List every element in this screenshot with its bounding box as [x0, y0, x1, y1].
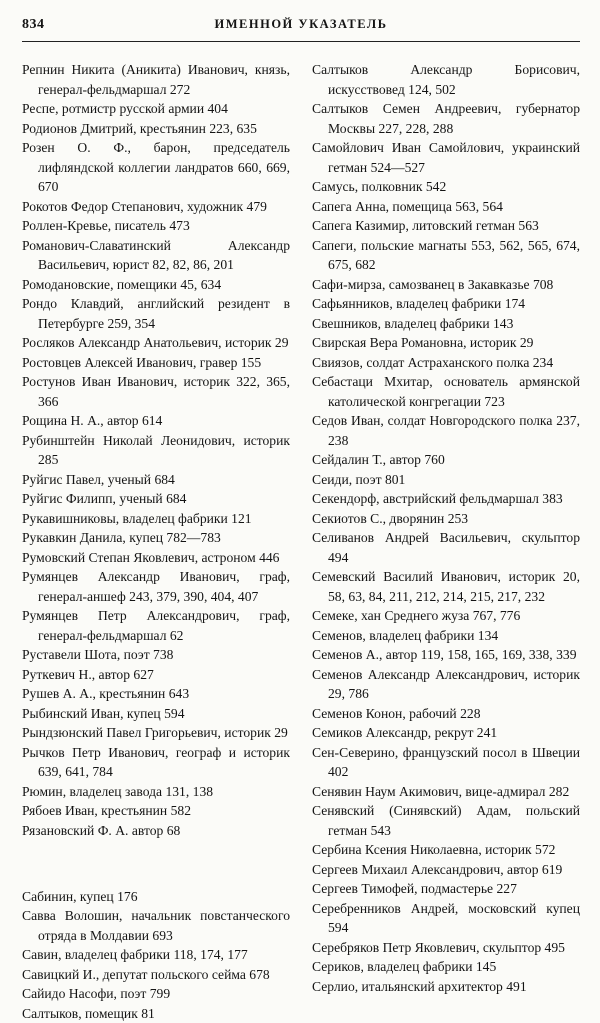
- index-entry: Серлио, итальянский архитектор 491: [312, 978, 527, 994]
- index-entry: Руйгис Филипп, ученый 684: [22, 491, 187, 506]
- index-entry: Румовский Степан Яковлевич, астроном 446: [22, 549, 280, 565]
- index-entry: Руткевич Н., автор 627: [22, 666, 154, 682]
- index-entry: Семиков Александр, рекрут 241: [312, 725, 498, 740]
- index-entry: Серебренников Андрей, московский купец 594: [312, 900, 580, 935]
- index-entry: Салтыков, помещик 81: [22, 1005, 155, 1021]
- index-entry: Рычков Петр Иванович, географ и историк 639, 641, 784: [22, 744, 290, 779]
- index-entry: Свирская Вера Романовна, историк 29: [312, 335, 534, 350]
- index-entry: Рябоев Иван, крестьянин 582: [22, 803, 191, 818]
- index-entry: Рушев А. А., крестьянин 643: [22, 686, 190, 701]
- index-entry: Рюмин, владелец завода 131, 138: [22, 783, 214, 799]
- index-entry: Сапега Анна, помещица 563, 564: [312, 198, 503, 214]
- index-entry: Сербина Ксения Николаевна, историк 572: [312, 842, 556, 857]
- index-entry: Сейдалин Т., автор 760: [312, 452, 445, 467]
- page-title: ИМЕННОЙ УКАЗАТЕЛЬ: [214, 17, 388, 31]
- index-entry: Секиотов С., дворянин 253: [312, 510, 469, 526]
- index-entry: Рондо Клавдий, английский резидент в Петербурге 259, 354: [22, 296, 290, 331]
- index-entry: Савин, владелец фабрики 118, 174, 177: [22, 947, 248, 963]
- index-entry: Салтыков Александр Борисович, искусствовед 124, 502: [312, 62, 580, 97]
- index-entry: Росляков Александр Анатольевич, историк 29: [22, 335, 289, 350]
- index-entry: Секендорф, австрийский фельдмаршал 383: [312, 491, 563, 506]
- index-entry: Романович-Славатинский Александр Васильевич, юрист 82, 82, 86, 201: [22, 237, 290, 272]
- index-entry: Салтыков Семен Андреевич, губернатор Москвы 227, 228, 288: [312, 101, 580, 136]
- index-entry: Сергеев Тимофей, подмастерье 227: [312, 881, 517, 896]
- page-header: [22, 17, 580, 42]
- index-entry: Семенов А., автор 119, 158, 165, 169, 338, 339: [312, 647, 577, 662]
- index-entry: Респе, ротмистр русской армии 404: [22, 101, 228, 116]
- section-gap: [22, 854, 290, 874]
- index-entry: Рукавишниковы, владелец фабрики 121: [22, 510, 252, 526]
- index-entry: Румянцев Петр Александрович, граф, генерал-фельдмаршал 62: [22, 608, 290, 643]
- index-entry: Сафи-мирза, самозванец в Закавказье 708: [312, 276, 554, 292]
- index-entry: Рындзюнский Павел Григорьевич, историк 29: [22, 725, 288, 740]
- index-column-right: [312, 60, 580, 996]
- index-entry: Ростовцев Алексей Иванович, гравер 155: [22, 354, 262, 370]
- index-entry: Сергеев Михаил Александрович, автор 619: [312, 861, 563, 877]
- index-entry: Свешников, владелец фабрики 143: [312, 315, 514, 331]
- index-entry: Серебряков Петр Яковлевич, скульптор 495: [312, 939, 565, 955]
- index-entry: Семеке, хан Среднего жуза 767, 776: [312, 608, 521, 623]
- index-column-left: [22, 60, 290, 1023]
- index-entry: Ромодановские, помещики 45, 634: [22, 276, 222, 292]
- index-entry: Савицкий И., депутат польского сейма 678: [22, 966, 270, 982]
- index-entry: Румянцев Александр Иванович, граф, генерал-аншеф 243, 379, 390, 404, 407: [22, 569, 290, 604]
- index-entry: Сабинин, купец 176: [22, 888, 138, 904]
- index-entry: Семенов Александр Александрович, историк 29, 786: [312, 666, 580, 701]
- index-entry: Савва Волошин, начальник повстанческого отряда в Молдавии 693: [22, 908, 290, 943]
- index-entry: Семевский Василий Иванович, историк 20, 58, 63, 84, 211, 212, 214, 215, 217, 232: [312, 569, 580, 604]
- index-entry: Роллен-Кревье, писатель 473: [22, 218, 190, 233]
- index-entry: Сенявский (Синявский) Адам, польский гетман 543: [312, 803, 580, 838]
- page-number: 834: [22, 17, 45, 32]
- index-entry: Сапеги, польские магнаты 553, 562, 565, 674, 675, 682: [312, 237, 580, 272]
- index-entry: Седов Иван, солдат Новгородского полка 237, 238: [312, 413, 580, 448]
- index-entry: Сафьянников, владелец фабрики 174: [312, 296, 526, 311]
- index-entry: Селиванов Андрей Васильевич, скульптор 494: [312, 530, 580, 565]
- index-entry: Рубинштейн Николай Леонидович, историк 285: [22, 432, 290, 467]
- index-entry: Семенов Конон, рабочий 228: [312, 705, 481, 721]
- index-entry: Розен О. Ф., барон, председатель лифляндской коллегии ландратов 660, 669, 670: [22, 140, 290, 194]
- index-entry: Рыбинский Иван, купец 594: [22, 705, 185, 721]
- index-entry: Родионов Дмитрий, крестьянин 223, 635: [22, 120, 257, 136]
- index-entry: Руйгис Павел, ученый 684: [22, 471, 175, 487]
- index-entry: Себастаци Мхитар, основатель армянской католической конгрегации 723: [312, 374, 580, 409]
- index-entry: Свиязов, солдат Астраханского полка 234: [312, 354, 554, 370]
- index-entry: Сенявин Наум Акимович, вице-адмирал 282: [312, 783, 570, 799]
- index-entry: Самусь, полковник 542: [312, 179, 447, 194]
- index-entry: Руставели Шота, поэт 738: [22, 647, 174, 662]
- index-entry: Сеиди, поэт 801: [312, 471, 406, 487]
- index-entry: Сапега Казимир, литовский гетман 563: [312, 218, 539, 233]
- index-entry: Сен-Северино, французский посол в Швеции 402: [312, 744, 580, 779]
- index-entry: Семенов, владелец фабрики 134: [312, 627, 499, 643]
- index-entry: Рязановский Ф. А. автор 68: [22, 822, 181, 838]
- index-entry: Рокотов Федор Степанович, художник 479: [22, 198, 267, 214]
- index-entry: Сайидо Насофи, поэт 799: [22, 986, 171, 1002]
- index-entry: Сериков, владелец фабрики 145: [312, 959, 497, 974]
- index-entry: Репнин Никита (Аникита) Иванович, князь, генерал-фельдмаршал 272: [22, 62, 290, 97]
- index-entry: Ростунов Иван Иванович, историк 322, 365, 366: [22, 374, 290, 409]
- index-entry: Рукавкин Данила, купец 782—783: [22, 530, 221, 545]
- index-entry: Самойлович Иван Самойлович, украинский гетман 524—527: [312, 140, 580, 175]
- index-entry: Рощина Н. А., автор 614: [22, 413, 163, 428]
